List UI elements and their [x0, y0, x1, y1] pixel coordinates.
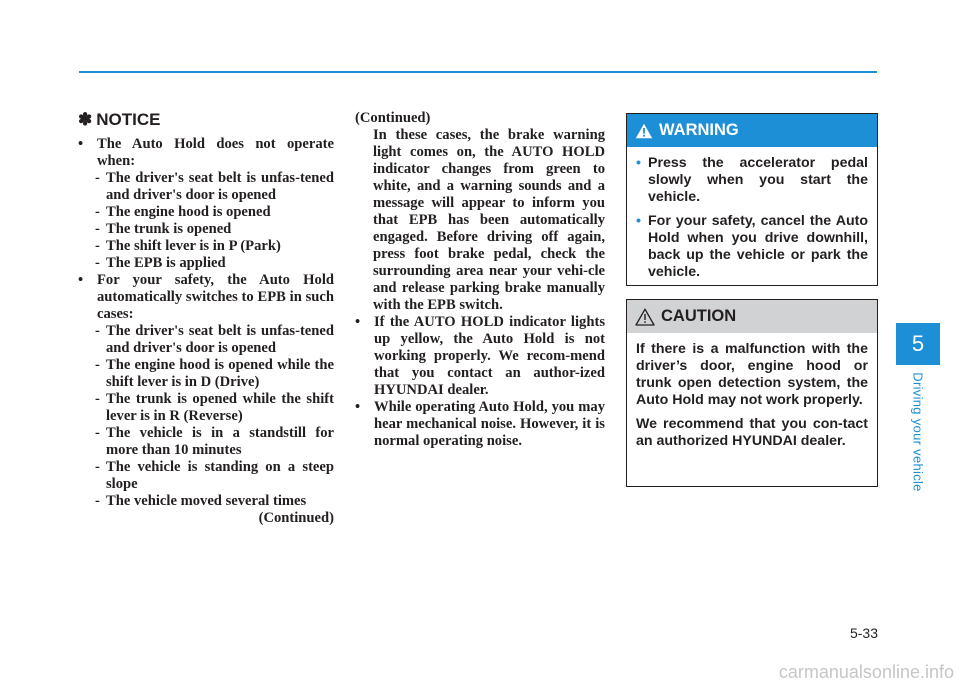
notice-column-1	[78, 110, 334, 527]
notice-subitem: - The driver's seat belt is unfas-tened and driver's door is opened	[95, 323, 334, 356]
warning-item: • Press the accelerator pedal slowly when you start the vehicle.	[636, 155, 868, 205]
warning-header	[627, 114, 877, 147]
caution-body	[627, 333, 877, 450]
continued-header: (Continued)	[355, 110, 431, 126]
continued-label: (Continued)	[258, 510, 334, 526]
notice-bullet: • While operating Auto Hold, you may hear mechanical noise. However, it is normal operating noise.	[355, 399, 605, 449]
notice-paragraph: In these cases, the brake warning light comes on, the AUTO HOLD indicator changes from green to white, and a warning sounds and a message will appear to inform you that EPB has been automatically engaged. Before driving off again, press foot brake pedal, check the surrounding area near your vehi-cle and release parking brake manually with the EPB switch.	[373, 127, 605, 313]
notice-subitem: - The vehicle moved several times	[95, 493, 307, 509]
notice-subitem: - The engine hood is opened	[95, 204, 271, 220]
warning-body	[627, 147, 877, 281]
notice-title: ✽ NOTICE	[78, 110, 161, 129]
bullet-dot: •	[636, 213, 641, 229]
notice-subitem: - The EPB is applied	[95, 255, 226, 271]
warning-item: • For your safety, cancel the Auto Hold when you drive downhill, back up the vehicle or park the vehicle.	[636, 213, 868, 280]
bullet-dot: •	[636, 155, 641, 171]
bullet-dot: •	[78, 272, 84, 288]
warning-box	[626, 113, 878, 286]
notice-star-icon: ✽	[78, 110, 93, 129]
caution-paragraph: If there is a malfunction with the driver’s door, engine hood or trunk open detection system, the Auto Hold may not work properly.	[636, 341, 868, 408]
bullet-dot: •	[78, 136, 84, 152]
notice-subitem: - The vehicle is in a standstill for more than 10 minutes	[95, 425, 334, 458]
bullet-dot: •	[355, 314, 361, 330]
notice-subitem: - The driver's seat belt is unfas-tened and driver's door is opened	[95, 170, 334, 203]
notice-bullet: • For your safety, the Auto Hold automatically switches to EPB in such cases:	[78, 272, 334, 322]
caution-box	[626, 299, 878, 487]
caution-title: CAUTION	[661, 307, 737, 325]
notice-bullet: • If the AUTO HOLD indicator lights up yellow, the Auto Hold is not working properly. We recom-mend that you contact an author-ized HYUNDAI dealer.	[355, 314, 605, 398]
notice-column-2	[355, 110, 605, 450]
bullet-dot: •	[355, 399, 361, 415]
notice-subitem: - The trunk is opened	[95, 221, 232, 237]
caution-header	[627, 300, 877, 333]
watermark: carmanualsonline.info	[778, 662, 954, 682]
caution-paragraph: We recommend that you con-tact an authorized HYUNDAI dealer.	[636, 416, 868, 449]
notice-subitem: - The trunk is opened while the shift lever is in R (Reverse)	[95, 391, 334, 424]
chapter-title: Driving your vehicle	[910, 372, 926, 492]
caution-triangle-icon	[635, 308, 655, 326]
header-rule	[79, 71, 877, 73]
notice-subitem: - The engine hood is opened while the shift lever is in D (Drive)	[95, 357, 334, 390]
chapter-tab: 5	[896, 323, 940, 365]
warning-title: WARNING	[659, 121, 739, 139]
warning-triangle-icon	[635, 123, 653, 139]
notice-subitem: - The shift lever is in P (Park)	[95, 238, 281, 254]
notice-bullet: • The Auto Hold does not operate when:	[78, 136, 334, 169]
page-number: 5-33	[849, 625, 878, 641]
notice-subitem: - The vehicle is standing on a steep slope	[95, 459, 334, 492]
